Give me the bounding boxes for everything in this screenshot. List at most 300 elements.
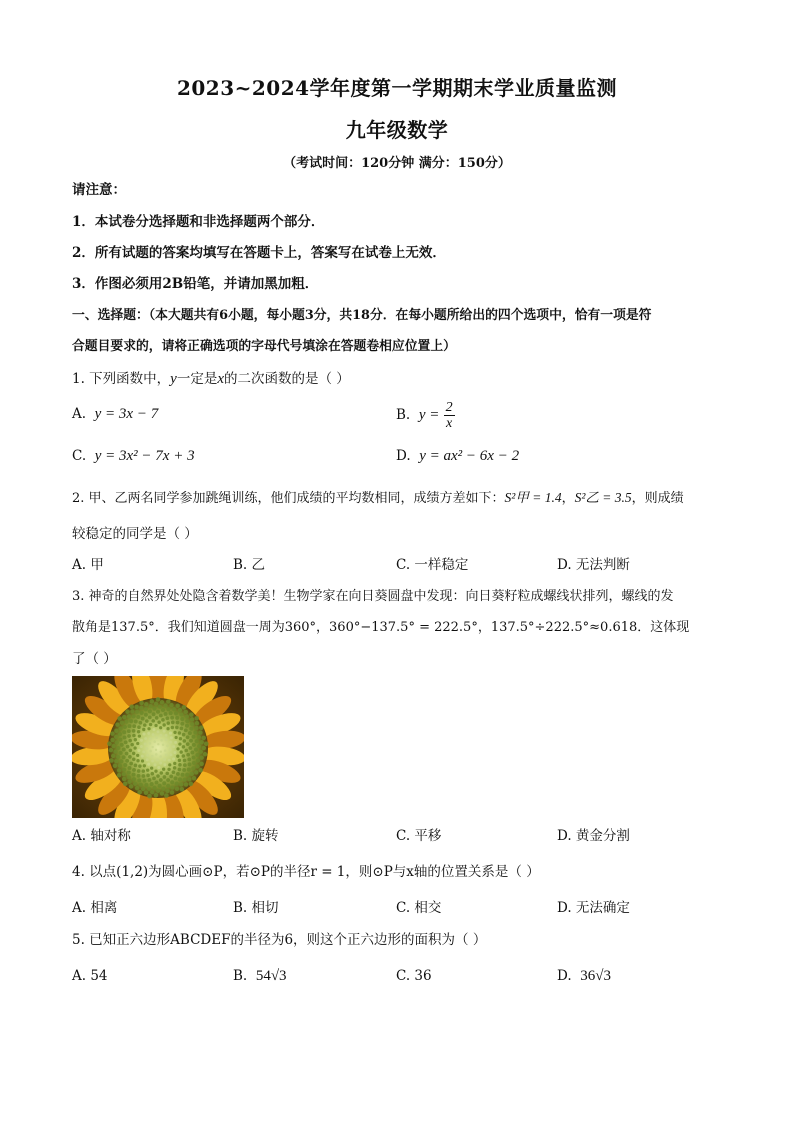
sunflower-seed: [169, 711, 173, 715]
sunflower-seed: [156, 774, 160, 778]
sunflower-seed: [138, 764, 141, 767]
q3-option-b[interactable]: B. 旋转: [233, 828, 279, 844]
q1-option-a-label: A.: [72, 406, 87, 422]
sunflower-seed: [128, 766, 132, 770]
sunflower-seed: [159, 714, 163, 718]
sunflower-seed: [110, 731, 115, 736]
sunflower-seed: [182, 745, 185, 748]
sunflower-seed: [148, 715, 152, 719]
sunflower-seed: [127, 775, 131, 779]
q2-stem-line2: 较稳定的同学是（ ）: [72, 526, 198, 542]
sunflower-seed: [139, 706, 143, 710]
sunflower-seed: [114, 759, 118, 763]
sunflower-seed: [132, 777, 136, 781]
sunflower-seed: [149, 742, 152, 745]
sunflower-seed: [132, 724, 136, 728]
sunflower-seed: [162, 768, 165, 771]
sunflower-seed: [170, 790, 175, 795]
sunflower-seed: [176, 721, 180, 725]
exam-title: 2023~2024学年度第一学期期末学业质量监测: [176, 76, 618, 100]
sunflower-seed: [142, 774, 146, 778]
sunflower-seed: [155, 736, 158, 739]
sunflower-seed: [127, 770, 131, 774]
sunflower-seed: [202, 746, 207, 751]
sunflower-seed: [158, 705, 162, 709]
sunflower-seed: [181, 773, 185, 777]
sunflower-seed: [166, 727, 169, 730]
q1-var-x: x: [217, 371, 225, 387]
sunflower-seed: [175, 726, 179, 730]
sunflower-seed: [132, 752, 135, 755]
sunflower-seed: [140, 739, 143, 742]
sunflower-seed: [160, 700, 165, 705]
sunflower-seed: [113, 750, 117, 754]
sunflower-seed: [129, 749, 133, 753]
q4-option-d[interactable]: D. 无法确定: [557, 900, 630, 916]
sunflower-seed: [172, 745, 175, 748]
sunflower-seed: [120, 743, 124, 747]
q1-var-y: y: [170, 371, 177, 387]
sunflower-seed: [139, 783, 143, 787]
q1-option-b-label: B.: [396, 407, 411, 423]
sunflower-seed: [167, 768, 170, 771]
sunflower-seed: [113, 764, 118, 769]
q1-option-d[interactable]: [396, 446, 519, 466]
sunflower-seed: [149, 723, 152, 726]
sunflower-seed: [169, 753, 172, 756]
sunflower-seed: [166, 745, 169, 748]
notice-item-3: 3．作图必须用2B铅笔，并请加黑加粗．: [72, 276, 319, 292]
sunflower-seed: [125, 752, 129, 756]
q4-option-c[interactable]: C. 相交: [396, 900, 442, 916]
sunflower-seed: [192, 756, 196, 760]
q1-option-b-numerator: 2: [445, 399, 453, 415]
sunflower-seed: [165, 734, 168, 737]
sunflower-seed: [155, 716, 159, 720]
sunflower-seed: [123, 735, 127, 739]
sunflower-seed: [154, 763, 157, 766]
sunflower-seed: [189, 727, 193, 731]
q5-option-a[interactable]: A. 54: [72, 968, 108, 984]
sunflower-seed: [132, 714, 136, 718]
sunflower-seed: [152, 707, 156, 711]
sunflower-seed: [134, 764, 138, 768]
sunflower-seed: [190, 717, 194, 721]
sunflower-seed: [172, 707, 176, 711]
sunflower-seed: [154, 793, 159, 798]
subject-title: 九年级数学: [345, 118, 449, 142]
sunflower-seed: [141, 759, 144, 762]
sunflower-seed: [170, 716, 174, 720]
sunflower-seed: [163, 730, 166, 733]
sunflower-seed: [189, 782, 194, 787]
sunflower-seed: [199, 762, 204, 767]
sunflower-seed: [146, 758, 149, 761]
sunflower-seed: [179, 712, 183, 716]
q1-option-c[interactable]: [72, 446, 195, 466]
sunflower-seed: [122, 777, 127, 782]
sunflower-seed: [184, 728, 188, 732]
sunflower-seed: [173, 766, 177, 770]
sunflower-seed: [146, 754, 149, 757]
sunflower-seed: [137, 769, 141, 773]
sunflower-seed: [180, 787, 185, 792]
q3-stem-line3: 了（ ）: [72, 651, 117, 667]
sunflower-seed: [204, 741, 209, 746]
sunflower-seed: [114, 735, 118, 739]
sunflower-seed: [139, 701, 144, 706]
sunflower-seed: [178, 731, 182, 735]
q5-option-d-label: D.: [557, 968, 572, 984]
sunflower-seed: [163, 763, 166, 766]
sunflower-seed: [164, 712, 168, 716]
sunflower-seed: [176, 755, 179, 758]
sunflower-seed: [111, 744, 115, 748]
sunflower-seed: [164, 749, 167, 752]
sunflower-seed: [128, 755, 132, 759]
sunflower-seed: [190, 772, 194, 776]
sunflower-seed: [176, 772, 180, 776]
sunflower-seed: [135, 710, 139, 714]
q1-option-b-lhs: y =: [418, 407, 440, 423]
sunflower-seed: [133, 782, 137, 786]
sunflower-seed: [195, 739, 199, 743]
sunflower-seed: [123, 781, 128, 786]
sunflower-seed: [169, 774, 173, 778]
q2-option-b[interactable]: B. 乙: [233, 557, 266, 573]
sunflower-seed: [151, 772, 155, 776]
sunflower-seed: [187, 768, 191, 772]
q1-stem-c: 的二次函数的是（ ）: [224, 371, 350, 387]
sunflower-seed: [167, 721, 171, 725]
sunflower-seed: [136, 715, 140, 719]
q2-stem-b: ，则成绩: [631, 491, 684, 506]
sunflower-seed: [178, 763, 182, 767]
sunflower-seed: [178, 777, 182, 781]
notice-item-2: 2．所有试题的答案均填写在答题卡上，答案写在试卷上无效．: [72, 245, 446, 261]
sunflower-seed: [170, 780, 174, 784]
sunflower-seed: [137, 790, 142, 795]
sunflower-seed: [150, 766, 153, 769]
sunflower-seed: [165, 789, 169, 793]
sunflower-seed: [183, 763, 187, 767]
q3-option-d[interactable]: D. 黄金分割: [557, 828, 630, 844]
sunflower-seed: [150, 699, 155, 704]
sunflower-seed: [132, 729, 136, 733]
q5-option-c[interactable]: C. 36: [396, 968, 432, 984]
sunflower-seed: [122, 730, 126, 734]
sunflower-seed: [137, 725, 141, 729]
sunflower-seed: [143, 723, 147, 727]
sunflower-seed: [124, 719, 128, 723]
sunflower-image: [72, 676, 244, 818]
sunflower-seed: [148, 704, 152, 708]
sunflower-seed: [188, 746, 192, 750]
q1-stem-b: 一定是: [176, 371, 218, 387]
sunflower-seed: [185, 773, 189, 777]
sunflower-seed: [182, 754, 186, 758]
sunflower-seed: [192, 735, 196, 739]
sunflower-seed: [179, 750, 182, 753]
sunflower-seed: [138, 721, 142, 725]
sunflower-seed: [132, 734, 136, 738]
sunflower-seed: [156, 710, 160, 714]
q3-stem-line2: 散角是137.5°．我们知道圆盘一周为360°，360°−137.5° = 222.5°，137.5°÷222.5°≈0.618．这体现: [72, 620, 690, 635]
sunflower-seed: [147, 787, 151, 791]
sunflower-seed: [127, 780, 131, 784]
sunflower-seed: [156, 758, 159, 761]
sunflower-seed: [132, 773, 136, 777]
sunflower-seed: [170, 736, 173, 739]
sunflower-seed: [197, 744, 201, 748]
sunflower-seed: [180, 727, 184, 731]
sunflower-seed: [182, 733, 186, 737]
q3-option-c[interactable]: C. 平移: [396, 828, 442, 844]
q1-option-b-denominator: x: [446, 415, 453, 431]
q2-option-a[interactable]: A. 甲: [72, 557, 104, 573]
sunflower-seed: [196, 758, 200, 762]
sunflower-seed: [184, 710, 188, 714]
q4-option-a[interactable]: A. 相离: [72, 900, 118, 916]
sunflower-seed: [175, 787, 179, 791]
sunflower-seed: [146, 747, 149, 750]
sunflower-seed: [152, 786, 156, 790]
sunflower-seed: [144, 737, 147, 740]
notice-heading: 请注意：: [72, 182, 126, 198]
sunflower-seed: [132, 758, 136, 762]
sunflower-seed: [169, 732, 172, 735]
sunflower-seed: [188, 762, 192, 766]
sunflower-seed: [152, 733, 155, 736]
q5-stem: 5. 已知正六边形ABCDEF的半径为6，则这个正六边形的面积为（ ）: [72, 932, 487, 948]
sunflower-seed: [123, 725, 127, 729]
q2-option-d[interactable]: D. 无法判断: [557, 557, 630, 573]
q1-option-c-math: y = 3x² − 7x + 3: [94, 448, 195, 464]
sunflower-seed: [129, 719, 133, 723]
sunflower-seed: [188, 731, 192, 735]
sunflower-seed: [172, 757, 175, 760]
sunflower-seed: [186, 753, 190, 757]
q2-stem-line1: 2. 甲、乙两名同学参加跳绳训练，他们成绩的平均数相同，成绩方差如下：S²甲 = 1.4，S²乙 = 3.5，则成绩: [72, 490, 684, 506]
sunflower-seed: [126, 745, 130, 749]
q3-stem-line1: 3. 神奇的自然界处处隐含着数学美！生物学家在向日葵圆盘中发现：向日葵籽粒成螺线状排列，螺线的发: [72, 589, 674, 604]
sunflower-seed: [127, 734, 131, 738]
sunflower-seed: [122, 715, 126, 719]
sunflower-seed: [150, 782, 154, 786]
sunflower-seed: [168, 763, 171, 766]
sunflower-seed: [186, 735, 190, 739]
sunflower-seed: [129, 704, 134, 709]
sunflower-seed: [133, 746, 136, 749]
sunflower-seed: [134, 705, 139, 710]
sunflower-seed: [178, 742, 181, 745]
sunflower-seed: [192, 776, 197, 781]
sunflower-seed: [194, 748, 198, 752]
sunflower-seed: [128, 724, 132, 728]
q5-option-b[interactable]: [233, 966, 287, 986]
sunflower-seed: [137, 774, 141, 778]
notice-item-1: 1．本试卷分选择题和非选择题两个部分．: [72, 214, 325, 230]
q1-option-a[interactable]: [72, 404, 158, 424]
q3-option-a[interactable]: A. 轴对称: [72, 828, 131, 844]
sunflower-seed: [152, 777, 156, 781]
sunflower-seed: [169, 741, 172, 744]
sunflower-seed: [182, 768, 186, 772]
sunflower-seed: [151, 719, 155, 723]
sunflower-seed: [174, 776, 178, 780]
sunflower-seed: [164, 793, 169, 798]
sunflower-seed: [175, 703, 180, 708]
sunflower-seed: [127, 729, 131, 733]
sunflower-seed: [109, 748, 114, 753]
sunflower-seed: [141, 755, 144, 758]
q2-variance-jia: S²甲 = 1.4: [504, 490, 562, 505]
sunflower-seed: [160, 771, 163, 774]
sunflower-seed: [142, 750, 145, 753]
sunflower-seed: [184, 749, 188, 753]
sunflower-seed: [119, 759, 123, 763]
sunflower-seed: [147, 732, 150, 735]
sunflower-seed: [183, 759, 187, 763]
sunflower-seed: [173, 762, 176, 765]
sunflower-seed: [173, 751, 176, 754]
sunflower-seed: [141, 717, 145, 721]
sunflower-seed: [137, 778, 141, 782]
sunflower-seed: [170, 785, 174, 789]
q4-option-b[interactable]: B. 相切: [233, 900, 279, 916]
sunflower-seed: [147, 727, 150, 730]
sunflower-seed: [183, 778, 187, 782]
sunflower-seed: [178, 768, 182, 772]
sunflower-seed: [117, 716, 122, 721]
sunflower-seed: [157, 766, 160, 769]
sunflower-seed: [119, 751, 123, 755]
sunflower-seed: [192, 761, 196, 765]
sunflower-seed: [174, 741, 177, 744]
sunflower-seed: [144, 713, 148, 717]
sunflower-seed: [182, 705, 187, 710]
sunflower-seed: [199, 725, 204, 730]
sunflower-seed: [172, 770, 176, 774]
sunflower-seed: [161, 708, 165, 712]
sunflower-seed: [140, 711, 144, 715]
sunflower-seed: [127, 714, 131, 718]
sunflower-seed: [125, 709, 130, 714]
sunflower-seed: [142, 728, 145, 731]
q2-variance-yi: S²乙 = 3.5: [574, 490, 632, 505]
q1-option-b[interactable]: [396, 396, 455, 434]
sunflower-seed: [107, 741, 112, 746]
sunflower-seed: [195, 753, 199, 757]
sunflower-seed: [159, 762, 162, 765]
sunflower-seed: [156, 697, 161, 702]
sunflower-seed: [141, 787, 145, 791]
sunflower-seed: [130, 709, 134, 713]
q1-option-b-fraction: [444, 400, 455, 431]
sunflower-seed: [144, 702, 148, 706]
sunflower-seed: [109, 758, 114, 763]
sunflower-seed: [151, 755, 154, 758]
section1-heading-line2: 合题目要求的，请将正确选项的字母代号填涂在答题卷相应位置上）: [72, 339, 456, 354]
sunflower-seed: [194, 726, 198, 730]
sunflower-seed: [184, 782, 189, 787]
sunflower-seed: [185, 724, 189, 728]
sunflower-seed: [151, 760, 154, 763]
sunflower-seed: [199, 750, 203, 754]
sunflower-seed: [140, 745, 143, 748]
q4-stem: 4. 以点(1,2)为圆心画⊙P，若⊙P的半径r = 1，则⊙P与x轴的位置关系是（ ）: [72, 864, 540, 880]
sunflower-seed: [152, 712, 156, 716]
q1-option-c-label: C.: [72, 448, 87, 464]
q2-option-c[interactable]: C. 一样稳定: [396, 557, 469, 573]
sunflower-seed: [159, 734, 162, 737]
sunflower-seed: [163, 775, 167, 779]
sunflower-seed: [122, 767, 126, 771]
sunflower-seed: [144, 790, 149, 795]
sunflower-seed: [154, 769, 157, 772]
sunflower-seed: [192, 743, 196, 747]
sunflower-seed: [122, 748, 126, 752]
sunflower-seed: [185, 719, 189, 723]
sunflower-seed: [175, 782, 179, 786]
sunflower-seed: [143, 779, 147, 783]
sunflower-seed: [166, 784, 170, 788]
sunflower-seed: [137, 730, 140, 733]
sunflower-seed: [197, 735, 201, 739]
q5-option-b-math: 54√3: [255, 968, 287, 984]
sunflower-seed: [180, 722, 184, 726]
exam-info: （考试时间：120分钟 满分：150分）: [283, 156, 511, 171]
sunflower-seed: [141, 769, 145, 773]
q5-option-d[interactable]: [557, 966, 611, 986]
sunflower-seed: [118, 726, 122, 730]
sunflower-seed: [156, 730, 159, 733]
sunflower-seed: [185, 714, 189, 718]
sunflower-seed: [147, 763, 150, 766]
sunflower-seed: [132, 768, 136, 772]
sunflower-seed: [155, 749, 157, 751]
sunflower-seed: [145, 719, 149, 723]
sunflower-seed: [162, 781, 166, 785]
sunflower-seed: [159, 755, 162, 758]
sunflower-seed: [179, 782, 183, 786]
q1-stem: [72, 369, 350, 389]
sunflower-seed: [115, 740, 119, 744]
sunflower-seed: [165, 716, 169, 720]
sunflower-seed: [174, 736, 177, 739]
sunflower-seed: [152, 728, 155, 731]
sunflower-seed: [129, 784, 134, 789]
sunflower-seed: [147, 794, 152, 799]
sunflower-seed: [110, 738, 115, 743]
sunflower-seed: [199, 755, 203, 759]
sunflower-seed: [200, 740, 204, 744]
sunflower-seed: [114, 729, 118, 733]
sunflower-seed: [165, 772, 169, 776]
sunflower-seed: [115, 722, 120, 727]
sunflower-seed: [194, 770, 198, 774]
sunflower-seed: [178, 759, 181, 762]
sunflower-seed: [195, 764, 199, 768]
sunflower-seed: [193, 730, 197, 734]
sunflower-seed: [134, 738, 137, 741]
sunflower-seed: [118, 732, 122, 736]
sunflower-seed: [187, 777, 191, 781]
sunflower-seed: [201, 736, 206, 741]
sunflower-seed: [189, 739, 193, 743]
sunflower-seed: [118, 764, 122, 768]
q2-stem-a: 2. 甲、乙两名同学参加跳绳训练，他们成绩的平均数相同，成绩方差如下：: [72, 491, 505, 506]
